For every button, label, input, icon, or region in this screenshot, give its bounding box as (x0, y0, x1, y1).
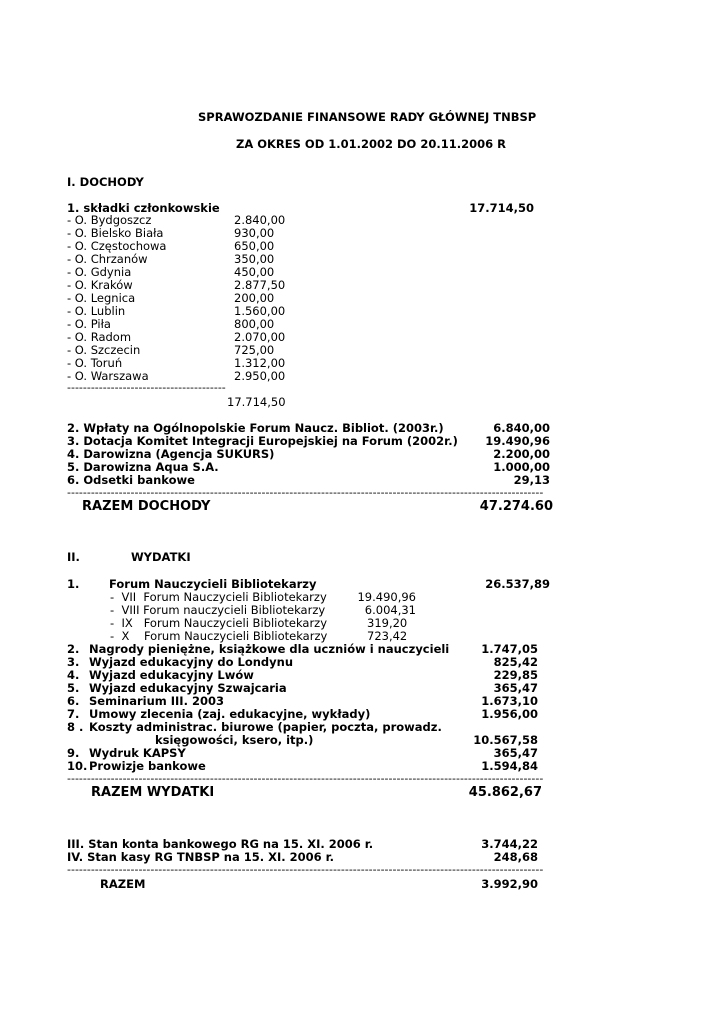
admin-costs-label-line2: księgowości, ksero, itp.) (155, 733, 314, 747)
income-item-amount: 19.490,96 (485, 434, 550, 448)
expenses-total-label: RAZEM WYDATKI (91, 785, 215, 800)
forum-total: 26.537,89 (485, 577, 550, 591)
income-total: 47.274.60 (479, 499, 553, 514)
expense-item-amount: 365,47 (493, 746, 538, 760)
balance-total: 3.992,90 (481, 877, 538, 891)
income-total-label: RAZEM DOCHODY (82, 499, 211, 514)
income-item-amount: 6.840,00 (493, 421, 550, 435)
balance-total-label: RAZEM (100, 877, 146, 891)
income-item-amount: 29,13 (513, 473, 550, 487)
branch-name: - O. Gdynia (67, 265, 132, 279)
branch-amount: 2.070,00 (234, 330, 286, 344)
expense-item-label: Seminarium III. 2003 (89, 694, 224, 708)
expenses-heading-number: II. (67, 550, 80, 564)
branch-name: - O. Radom (67, 330, 132, 344)
expense-item-label: Wyjazd edukacyjny Szwajcaria (89, 681, 287, 695)
expense-item-label: Prowizje bankowe (89, 759, 206, 773)
expense-item-amount: 229,85 (493, 668, 538, 682)
forum-number: 1. (67, 577, 80, 591)
branch-amount: 2.877,50 (234, 278, 286, 292)
expense-item-amount: 825,42 (493, 655, 538, 669)
expense-item-number: 6. (67, 694, 80, 708)
income-item-label: 3. Dotacja Komitet Integracji Europejskiej na Forum (2002r.) (67, 434, 458, 448)
branch-name: - O. Szczecin (67, 343, 141, 357)
branch-name: - O. Bydgoszcz (67, 213, 152, 227)
expense-item-number: 7. (67, 707, 80, 721)
branch-amount: 2.840,00 (234, 213, 286, 227)
expense-item-label: Umowy zlecenia (zaj. edukacyjne, wykłady) (89, 707, 371, 721)
branch-amount: 450,00 (234, 265, 275, 279)
balance-item-label: III. Stan konta bankowego RG na 15. XI. 2006 r. (67, 837, 374, 851)
income-item-label: 5. Darowizna Aqua S.A. (67, 460, 219, 474)
forum-sub-label: - VIII Forum nauczycieli Bibliotekarzy (110, 603, 326, 617)
expense-item-amount: 1.673,10 (481, 694, 538, 708)
forum-sub-amount: 723,42 (367, 629, 408, 643)
forum-sub-amount: 319,20 (367, 616, 408, 630)
expense-item-amount: 365,47 (493, 681, 538, 695)
branch-amount: 1.560,00 (234, 304, 286, 318)
expense-item-amount: 1.747,05 (481, 642, 538, 656)
dues-subtotal: 17.714,50 (227, 395, 286, 409)
expenses-heading: WYDATKI (131, 550, 191, 564)
admin-costs-label-line1: Koszty administrac. biurowe (papier, poczta, prowadz. (89, 720, 442, 734)
report-period: ZA OKRES OD 1.01.2002 DO 20.11.2006 R (236, 137, 506, 151)
expenses-total: 45.862,67 (468, 785, 542, 800)
branch-name: - O. Piła (67, 317, 111, 331)
expense-item-number: 5. (67, 681, 80, 695)
forum-sub-label: - VII Forum Nauczycieli Bibliotekarzy (110, 590, 327, 604)
balance-total-rule: ------------------------------------------------------------------------------------------------------------------------ (67, 864, 544, 875)
expense-item-label: Nagrody pieniężne, książkowe dla uczniów i nauczycieli (89, 642, 450, 656)
expense-item-label: Wydruk KAPSY (89, 746, 186, 760)
branch-name: - O. Lublin (67, 304, 126, 318)
forum-sub-amount: 19.490,96 (357, 590, 416, 604)
branch-amount: 1.312,00 (234, 356, 286, 370)
forum-label: Forum Nauczycieli Bibliotekarzy (109, 577, 317, 591)
forum-sub-label: - IX Forum Nauczycieli Bibliotekarzy (110, 616, 328, 630)
dues-total: 17.714,50 (469, 201, 534, 215)
expense-item-label: Wyjazd edukacyjny Lwów (89, 668, 254, 682)
branch-name: - O. Częstochowa (67, 239, 167, 253)
branch-name: - O. Kraków (67, 278, 133, 292)
expense-item-number: 4. (67, 668, 80, 682)
forum-sub-label: - X Forum Nauczycieli Bibliotekarzy (110, 629, 328, 643)
expense-item-label: Wyjazd edukacyjny do Londynu (89, 655, 294, 669)
expense-item-number: 9. (67, 746, 80, 760)
branch-amount: 725,00 (234, 343, 275, 357)
balance-item-label: IV. Stan kasy RG TNBSP na 15. XI. 2006 r. (67, 850, 335, 864)
forum-sub-amount: 6.004,31 (364, 603, 416, 617)
branch-name: - O. Chrzanów (67, 252, 148, 266)
expense-item-amount: 1.594,84 (481, 759, 538, 773)
expense-item-amount: 1.956,00 (481, 707, 538, 721)
branch-name: - O. Warszawa (67, 369, 149, 383)
branch-amount: 800,00 (234, 317, 275, 331)
income-item-amount: 1.000,00 (493, 460, 550, 474)
income-heading: I. DOCHODY (67, 175, 144, 189)
expense-item-number: 2. (67, 642, 80, 656)
income-item-amount: 2.200,00 (493, 447, 550, 461)
branch-amount: 350,00 (234, 252, 275, 266)
branch-name: - O. Bielsko Biała (67, 226, 164, 240)
income-item-label: 4. Darowizna (Agencja SUKURS) (67, 447, 275, 461)
balance-item-amount: 3.744,22 (481, 837, 538, 851)
expense-item-number: 3. (67, 655, 80, 669)
income-total-rule: ------------------------------------------------------------------------------------------------------------------------ (67, 487, 544, 498)
income-item-label: 2. Wpłaty na Ogólnopolskie Forum Naucz. Bibliot. (2003r.) (67, 421, 444, 435)
branch-name: - O. Legnica (67, 291, 136, 305)
branch-name: - O. Toruń (67, 356, 123, 370)
subtotal-rule: ---------------------------------------- (67, 382, 226, 393)
expense-item-number: 8 . (67, 720, 84, 734)
income-item-label: 6. Odsetki bankowe (67, 473, 195, 487)
branch-amount: 2.950,00 (234, 369, 286, 383)
balance-item-amount: 248,68 (493, 850, 538, 864)
expenses-total-rule: ------------------------------------------------------------------------------------------------------------------------ (67, 773, 544, 784)
dues-label: 1. składki członkowskie (67, 201, 220, 215)
expense-item-number: 10. (67, 759, 88, 773)
document-title: SPRAWOZDANIE FINANSOWE RADY GŁÓWNEJ TNBSP (198, 110, 537, 124)
branch-amount: 200,00 (234, 291, 275, 305)
branch-amount: 650,00 (234, 239, 275, 253)
branch-amount: 930,00 (234, 226, 275, 240)
admin-costs-amount: 10.567,58 (473, 733, 538, 747)
